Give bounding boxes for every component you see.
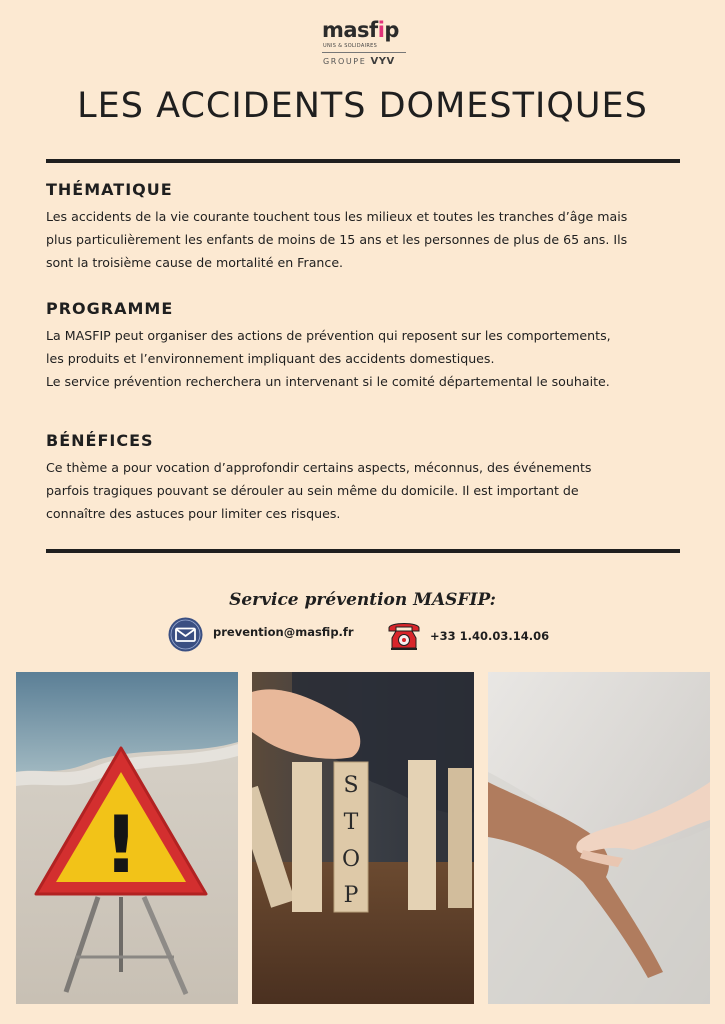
email-link[interactable]: prevention@masfip.fr [213, 625, 354, 639]
text-line: Ce thème a pour vocation d’approfondir certains aspects, méconnus, des événements [46, 460, 592, 475]
envelope-icon [168, 617, 203, 652]
section-programme [46, 298, 686, 393]
section-thematique [46, 179, 686, 274]
page-title: LES ACCIDENTS DOMESTIQUES [77, 86, 648, 126]
text-line: Le service prévention recherchera un intervenant si le comité départemental le souhaite. [46, 374, 610, 389]
warning-sign-photo [16, 672, 238, 1004]
bottom-divider [46, 549, 680, 553]
helping-hands-photo [488, 672, 710, 1004]
stop-letter: O [341, 847, 361, 872]
top-divider [46, 159, 680, 163]
text-line: plus particulièrement les enfants de moins de 15 ans et les personnes de plus de 65 ans. Ils [46, 232, 628, 247]
masfip-logo [322, 18, 408, 70]
domino-stop-photo [252, 672, 474, 1004]
stop-letter: P [343, 883, 359, 908]
text-line: Les accidents de la vie courante touchent tous les milieux et toutes les tranches d’âge mais [46, 209, 628, 224]
stop-letter: S [343, 773, 359, 798]
logo-tagline: UNIS & SOLIDAIRES [323, 43, 378, 49]
stop-letter: T [343, 810, 359, 835]
text-line: sont la troisième cause de mortalité en France. [46, 255, 344, 270]
text-line: parfois tragiques pouvant se dérouler au sein même du domicile. Il est important de [46, 483, 579, 498]
section-heading: BÉNÉFICES [46, 431, 154, 450]
sign-exclamation: ! [103, 801, 139, 891]
section-text [46, 456, 686, 525]
section-heading: PROGRAMME [46, 299, 174, 318]
section-text [46, 205, 686, 274]
logo-group: GROUPE VYV [323, 56, 395, 67]
contact-title: Service prévention MASFIP: [229, 590, 496, 610]
text-line: connaître des astuces pour limiter ces risques. [46, 506, 341, 521]
section-heading: THÉMATIQUE [46, 180, 173, 199]
logo-wordmark: masfip [322, 18, 399, 42]
text-line: les produits et l’environnement impliquant des accidents domestiques. [46, 351, 495, 366]
text-line: La MASFIP peut organiser des actions de prévention qui reposent sur les comportements, [46, 328, 611, 343]
logo-divider [322, 52, 406, 53]
section-benefices [46, 430, 686, 525]
section-text [46, 324, 686, 393]
phone-link[interactable]: +33 1.40.03.14.06 [430, 629, 550, 643]
telephone-icon [386, 618, 422, 652]
